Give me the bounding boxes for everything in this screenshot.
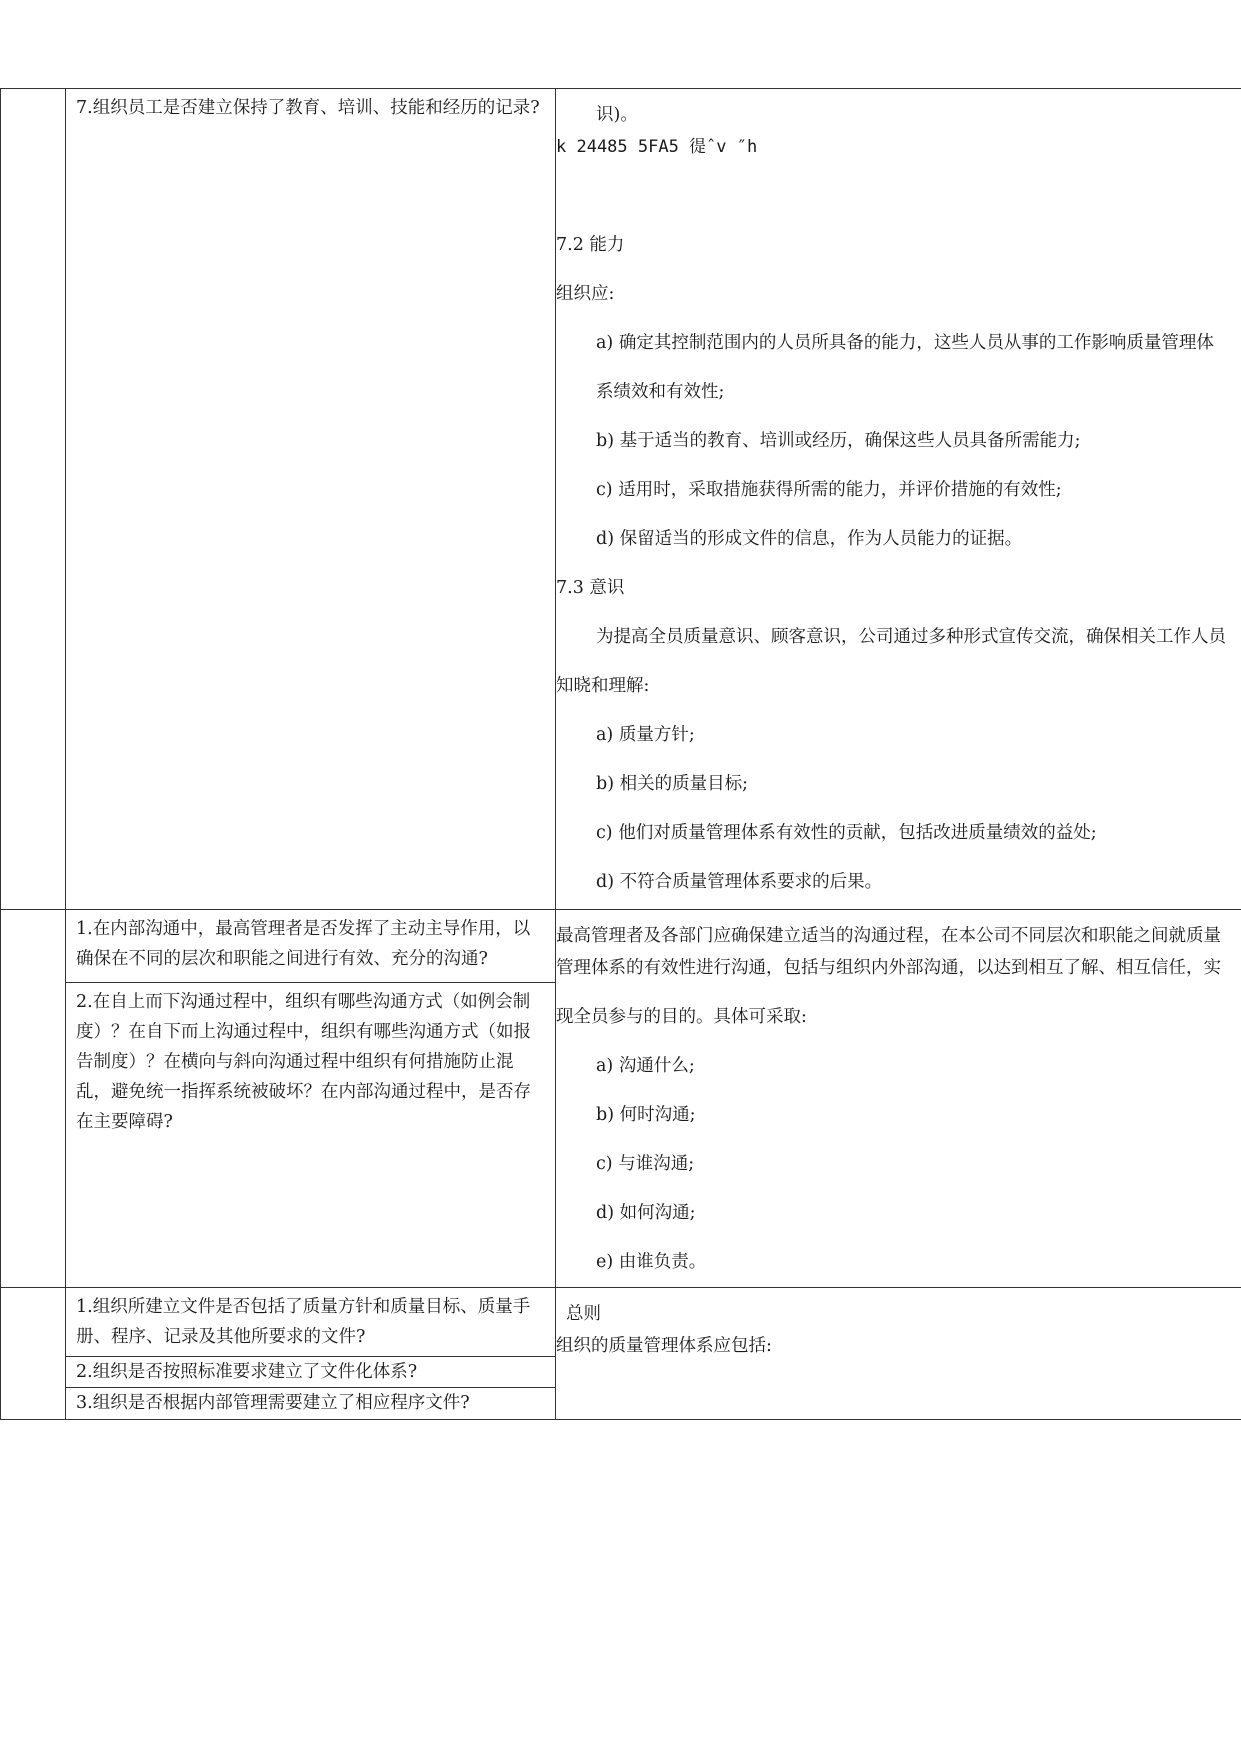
question-text: 1.组织所建立文件是否包括了质量方针和质量目标、质量手册、程序、记录及其他所要求的文件? — [76, 1297, 531, 1347]
question-cell — [66, 1388, 556, 1420]
list-item: b) 相关的质量目标; — [596, 774, 748, 794]
list-item: c) 他们对质量管理体系有效性的贡献，包括改进质量绩效的益处; — [596, 823, 1097, 843]
list-item-continuation: 系绩效和有效性; — [596, 382, 725, 402]
question-text: 1.在内部沟通中，最高管理者是否发挥了主动主导作用，以确保在不同的层次和职能之间进行有效、充分的沟通? — [76, 919, 531, 969]
paragraph-line: 管理体系的有效性进行沟通，包括与组织内外部沟通，以达到相互了解、相互信任，实 — [556, 958, 1221, 978]
section-heading: 7.2 能力 — [556, 235, 625, 255]
paragraph-line: 为提高全员质量意识、顾客意识，公司通过多种形式宣传交流，确保相关工作人员 — [596, 627, 1226, 647]
list-item: d) 保留适当的形成文件的信息，作为人员能力的证据。 — [596, 529, 1023, 549]
clause-cell — [1, 910, 66, 1288]
question-cell — [66, 1288, 556, 1357]
question-cell — [66, 910, 556, 983]
list-item: c) 适用时，采取措施获得所需的能力，并评价措施的有效性; — [596, 480, 1062, 500]
list-item: c) 与谁沟通; — [596, 1154, 695, 1174]
question-text: 2.在自上而下沟通过程中，组织有哪些沟通方式（如例会制度）？在自下而上沟通过程中，组织有哪些沟通方式（如报告制度）？在横向与斜向沟通过程中组织有何措施防止混乱，避免统一指挥系统被破坏？在内部沟通过程中，是否存在主要障碍? — [76, 992, 531, 1133]
question-text: 2.组织是否按照标准要求建立了文件化体系? — [76, 1362, 418, 1382]
paragraph-line: 现全员参与的目的。具体可采取: — [556, 1007, 807, 1027]
clause-cell — [1, 1288, 66, 1420]
list-item: b) 何时沟通; — [596, 1105, 696, 1125]
list-item: d) 不符合质量管理体系要求的后果。 — [596, 872, 883, 892]
section-heading: 总则 — [566, 1304, 601, 1324]
list-item: a) 确定其控制范围内的人员所具备的能力，这些人员从事的工作影响质量管理体 — [596, 333, 1214, 353]
list-item: b) 基于适当的教育、培训或经历，确保这些人员具备所需能力; — [596, 431, 1081, 451]
requirement-cell — [556, 1288, 1241, 1420]
table-row — [1, 89, 1241, 910]
question-cell — [66, 89, 556, 910]
text-line: 组织应: — [556, 284, 615, 304]
requirement-cell — [556, 89, 1241, 910]
clause-cell — [1, 89, 66, 910]
paragraph-line: 知晓和理解: — [556, 676, 650, 696]
text-line: 识)。 — [596, 105, 638, 125]
question-cell — [66, 983, 556, 1288]
table-row — [1, 910, 1241, 983]
paragraph-line: 组织的质量管理体系应包括: — [556, 1336, 772, 1356]
question-cell — [66, 1357, 556, 1388]
garbled-text-line: k 24485 5FA5 徥ˆv ″h — [556, 137, 758, 157]
blank-line — [556, 172, 1241, 221]
question-text: 7.组织员工是否建立保持了教育、培训、技能和经历的记录? — [76, 98, 540, 118]
paragraph-line: 最高管理者及各部门应确保建立适当的沟通过程，在本公司不同层次和职能之间就质量 — [556, 926, 1221, 946]
audit-checklist-table — [0, 88, 1241, 1420]
table-row — [1, 1288, 1241, 1357]
section-heading: 7.3 意识 — [556, 578, 625, 598]
list-item: d) 如何沟通; — [596, 1203, 696, 1223]
question-text: 3.组织是否根据内部管理需要建立了相应程序文件? — [76, 1393, 470, 1413]
list-item: a) 沟通什么; — [596, 1056, 695, 1076]
list-item: e) 由谁负责。 — [596, 1252, 707, 1272]
requirement-cell — [556, 910, 1241, 1288]
list-item: a) 质量方针; — [596, 725, 695, 745]
